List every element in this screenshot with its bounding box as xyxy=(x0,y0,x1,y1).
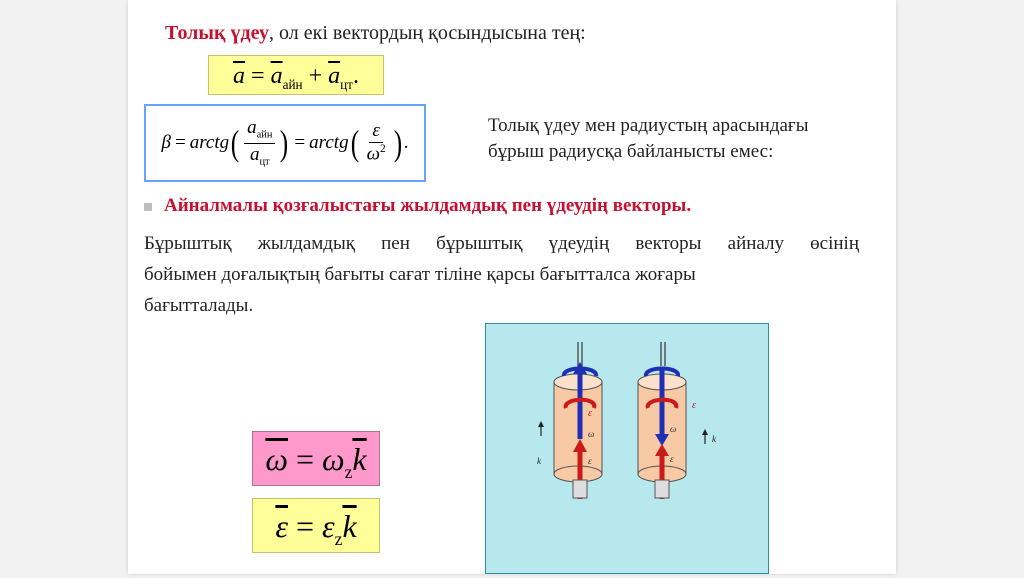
formula-beta-frac1 xyxy=(244,117,275,168)
rotation-figure xyxy=(485,323,769,574)
body-paragraph xyxy=(144,228,859,321)
formula-omega-eq: = xyxy=(295,441,315,477)
slide xyxy=(128,0,896,574)
right-omega-label: ω xyxy=(670,424,677,434)
formula-a-eq: = xyxy=(251,63,265,89)
frac2-den-sup: 2 xyxy=(380,143,386,156)
formula-omega-k: $\overline{k}$ xyxy=(352,441,367,477)
formula-beta-fn2: arctg xyxy=(309,132,349,153)
bullet-square-icon xyxy=(144,203,152,211)
formula-a-term1: $\overline{a}$ xyxy=(270,63,283,89)
formula-omega-lhs: $\overline{\omega}$ xyxy=(265,441,288,477)
formula-epsilon xyxy=(252,498,380,553)
frac2-den: ω xyxy=(366,143,381,165)
right-k-label: k xyxy=(712,434,716,444)
formula-eps-k: $\overline{k}$ xyxy=(342,508,357,544)
intro-term: Толық үдеу xyxy=(165,22,270,44)
formula-a-plus: + xyxy=(308,63,323,89)
formula-a-term1-sub: айн xyxy=(282,76,303,92)
paren-right-2: ) xyxy=(393,123,402,163)
left-cylinder xyxy=(537,342,602,499)
right-cylinder xyxy=(638,342,717,499)
body-line2: бойымен доғалықтың бағыты сағат тіліне қарсы бағытталса жоғары xyxy=(144,264,696,285)
intro-line xyxy=(165,22,586,45)
body-line1: Бұрыштық жылдамдық пен бұрыштық үдеудің векторы айналу өсінің xyxy=(144,233,859,254)
side-text-line1: Толық үдеу мен радиустың арасындағы xyxy=(488,115,809,136)
formula-eps-lhs: $\overline{\varepsilon}$ xyxy=(275,508,288,544)
side-text xyxy=(488,113,809,165)
formula-beta xyxy=(144,104,426,182)
left-eps-label: ε xyxy=(588,408,592,419)
formula-beta-fn1: arctg xyxy=(189,132,230,153)
right-eps2-label: ε xyxy=(670,454,674,464)
formula-a-end: . xyxy=(352,63,359,89)
bullet-heading-text: Айналмалы қозғалыстағы жылдамдық пен үдеудің векторы. xyxy=(164,195,692,216)
left-k-label: k xyxy=(537,456,541,466)
formula-beta-frac2 xyxy=(364,120,389,167)
formula-omega-sub: z xyxy=(344,461,353,482)
right-eps-label: ε xyxy=(692,400,696,411)
paren-left-1: ( xyxy=(230,123,240,163)
formula-a-lhs: $\overline{a}$ xyxy=(233,63,246,89)
frac2-num: ε xyxy=(369,120,383,144)
paren-left-2: ( xyxy=(350,123,359,163)
formula-eps-sub: z xyxy=(334,528,343,549)
side-text-line2: бұрыш радиусқа байланысты емес: xyxy=(488,141,774,162)
rotation-diagram xyxy=(486,324,768,573)
frac1-num-sub: айн xyxy=(256,129,273,141)
formula-a-term2-sub: цт xyxy=(340,76,353,92)
formula-eps-eq: = xyxy=(295,508,315,544)
paren-right-1: ) xyxy=(280,123,289,163)
formula-a-term2: $\overline{a}$ xyxy=(328,63,341,89)
formula-beta-eq: = xyxy=(174,132,186,153)
bullet-heading xyxy=(144,195,691,217)
left-omega-label: ω xyxy=(588,429,595,439)
formula-omega-rhs: ω xyxy=(322,441,345,477)
frac1-den: a xyxy=(249,143,260,165)
frac1-num: a xyxy=(247,117,257,139)
formula-eps-rhs: ε xyxy=(322,508,335,544)
formula-beta-end: . xyxy=(403,132,409,153)
formula-beta-symbol: β xyxy=(161,132,171,153)
formula-beta-eq2: = xyxy=(294,132,306,153)
left-eps2-label: ε xyxy=(588,456,592,466)
formula-omega xyxy=(252,431,380,486)
formula-total-acceleration xyxy=(208,55,384,95)
body-line3: бағытталады. xyxy=(144,295,254,316)
frac1-den-sub: цт xyxy=(259,156,270,168)
intro-rest: , ол екі вектордың қосындысына тең: xyxy=(269,22,586,44)
